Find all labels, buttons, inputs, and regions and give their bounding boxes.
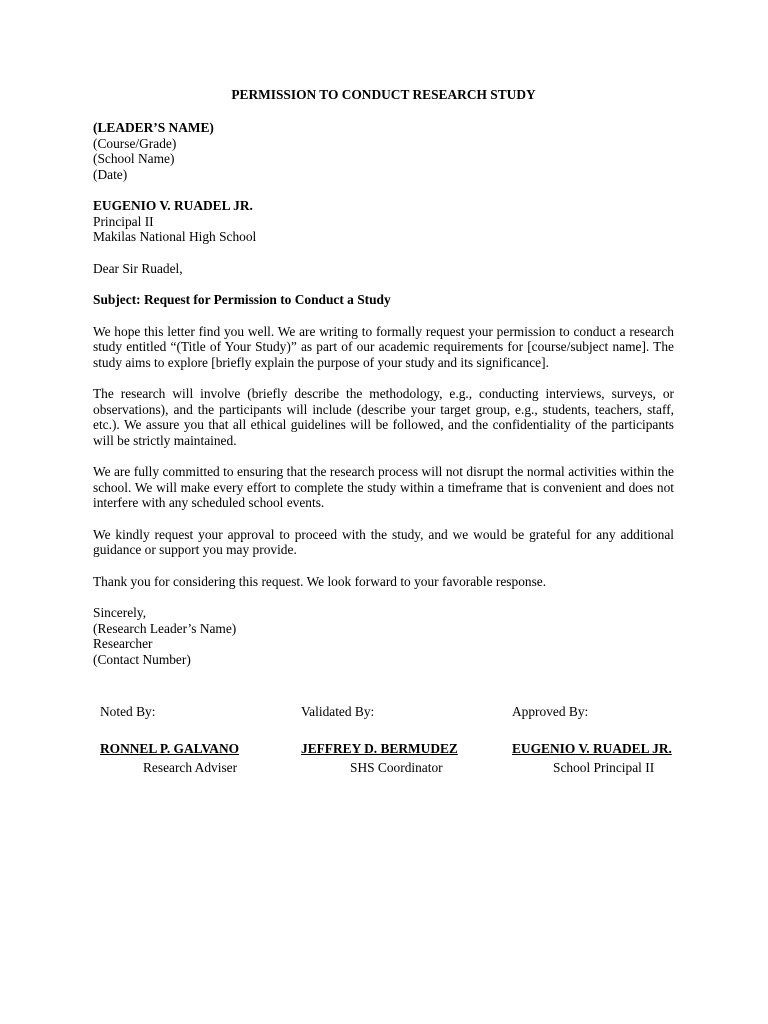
signatories <box>100 704 720 784</box>
signatory-label: Validated By: <box>301 704 375 719</box>
recipient-position: Principal II <box>93 213 154 229</box>
signatory-label: Approved By: <box>512 704 589 719</box>
sender-school: (School Name) <box>93 151 175 166</box>
body-paragraph: We are fully committed to ensuring that the research process will not disrupt the normal activities within the school. We will make every effort to complete the study within a timeframe that is convenient and does not interfere with any scheduled school events. <box>93 464 674 510</box>
sender-date: (Date) <box>93 166 128 182</box>
closing-name: (Research Leader’s Name) <box>93 620 237 636</box>
signatory-role: SHS Coordinator <box>350 760 443 775</box>
signatory-name: EUGENIO V. RUADEL JR. <box>512 741 672 756</box>
recipient-name: EUGENIO V. RUADEL JR. <box>93 198 253 213</box>
signatory-name: RONNEL P. GALVANO <box>100 741 240 756</box>
sender-name: (LEADER’S NAME) <box>93 120 214 135</box>
signatory-label: Noted By: <box>100 704 156 719</box>
valediction: Sincerely, <box>93 605 147 620</box>
signatory-role: Research Adviser <box>143 760 238 775</box>
salutation: Dear Sir Ruadel, <box>93 260 183 276</box>
recipient-block <box>93 198 674 245</box>
sender-course: (Course/Grade) <box>93 135 177 151</box>
signatory-role: School Principal II <box>553 760 655 775</box>
sender-block <box>93 120 674 182</box>
body-paragraph: The research will involve (briefly describe the methodology, e.g., conducting interviews, surveys, or observations), and the participants will include (describe your target group, e.g., students, teachers, staff, etc.). We assure you that all ethical guidelines will be followed, and the confidentiality of the participants will be strictly maintained. <box>93 386 674 448</box>
subject-line: Subject: Request for Permission to Conduct a Study <box>93 292 391 307</box>
document-title: PERMISSION TO CONDUCT RESEARCH STUDY <box>231 87 536 102</box>
letter-body <box>93 87 674 667</box>
closing-block <box>93 605 674 667</box>
body-paragraph: We kindly request your approval to proceed with the study, and we would be grateful for any additional guidance or support you may provide. <box>93 526 674 557</box>
signatory-name: JEFFREY D. BERMUDEZ <box>301 741 458 756</box>
closing-role: Researcher <box>93 636 153 651</box>
closing-contact: (Contact Number) <box>93 651 191 667</box>
body-paragraph: Thank you for considering this request. We look forward to your favorable response. <box>93 573 547 589</box>
recipient-school: Makilas National High School <box>93 229 257 244</box>
body-paragraph: We hope this letter find you well. We are writing to formally request your permission to conduct a research study entitled “(Title of Your Study)” as part of our academic requirements for [course/subject name]. The study aims to explore [briefly explain the purpose of your study and its significance]. <box>93 323 674 370</box>
